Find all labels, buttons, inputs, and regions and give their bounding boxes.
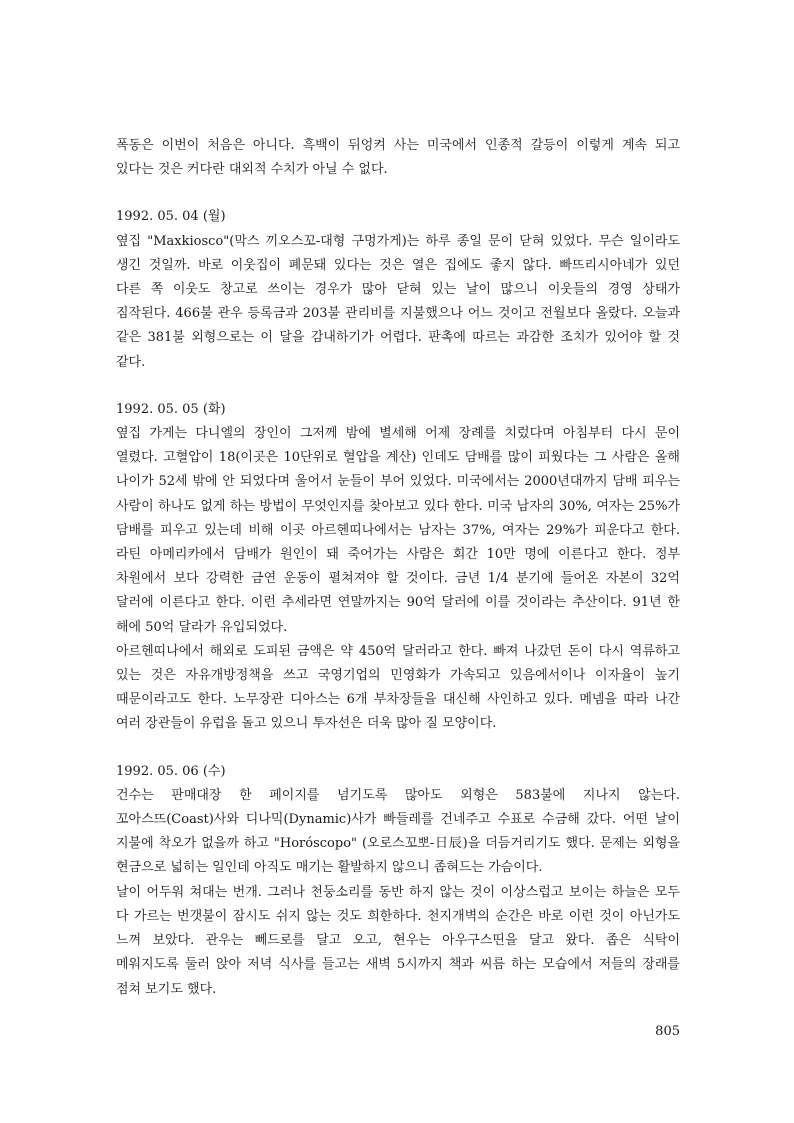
text-line: 나이가 52세 밖에 안 되었다며 울어서 눈들이 부어 있었다. 미국에서는 2000년대까지 담배 피우는 [116,474,680,490]
text-line: 달러에 이른다고 한다. 이런 추세라면 연말까지는 90억 달러에 이를 것이라는 추산이다. 91년 한 [116,595,680,611]
diary-entry-0505 [116,398,680,737]
text-line: 아르헨띠나에서 해외로 도피된 금액은 약 450억 달러라고 한다. 빠져 나갔던 돈이 다시 역류하고 [116,643,680,659]
text-line: 짐작된다. 466불 관우 등록금과 203불 관리비를 지불했으나 어느 것이고 전월보다 올랐다. 오늘과 [116,306,680,322]
text-line: 현금으로 넓히는 일인데 아직도 매기는 활발하지 않으니 좁혀드는 가슴이다. [116,860,543,876]
text-line: 라틴 아메리카에서 담배가 원인이 돼 죽어가는 사람은 회간 10만 명에 이른다고 한다. 정부 [116,547,680,563]
text-line: 해에 50억 달라가 유입되었다. [116,619,288,635]
text-line: 지불에 착오가 없을까 하고 "Horóscopo" (오로스꼬뽀-日辰)을 더듬거리기도 했다. 문제는 외형을 [116,836,680,852]
text-line: 다른 쪽 이웃도 창고로 쓰이는 경우가 많아 닫혀 있는 날이 많으니 이웃들의 경영 상태가 [116,282,680,298]
text-line: 건수는 판매대장 한 페이지를 넘기도록 많아도 외형은 583불에 지나지 않는다. [116,787,680,803]
text-line: 열렸다. 고혈압이 18(이곳은 10단위로 혈압을 계산) 인데도 담배를 많이 피웠다는 그 사람은 올해 [116,450,680,466]
entry-date: 1992. 05. 04 (월) [116,209,226,225]
text-line: 있다는 것은 커다란 대외적 수치가 아닐 수 없다. [116,162,388,178]
text-line: 담배를 피우고 있는데 비해 이곳 아르헨띠나에서는 남자는 37%, 여자는 29%가 피운다고 한다. [116,522,680,538]
text-line: 메워지도록 둘러 앉아 저녁 식사를 들고는 새벽 5시까지 책과 씨름 하는 모습에서 저들의 장래를 [116,957,680,973]
entry-date: 1992. 05. 05 (화) [116,401,226,417]
text-line: 옆집 "Maxkiosco"(막스 끼오스꼬-대형 구멍가게)는 하루 종일 문이 닫혀 있었다. 무슨 일이라도 [116,233,680,249]
text-line: 폭동은 이번이 처음은 아니다. 흑백이 뒤엉켜 사는 미국에서 인종적 갈등이 이렇게 계속 되고 [116,138,680,153]
entry-date: 1992. 05. 06 (수) [116,763,226,779]
diary-entry-0504 [116,205,680,374]
text-line: 생긴 것일까. 바로 이웃집이 폐문돼 있다는 것은 열은 집에도 좋지 않다. 빠뜨리시아네가 있던 [116,257,680,273]
text-line: 다 가르는 번갯불이 잠시도 쉬지 않는 것도 희한하다. 천지개벽의 순간은 바로 이런 것이 아닌가도 [116,908,680,924]
text-line: 사람이 하나도 없게 하는 방법이 무엇인지를 찾아보고 있다 한다. 미국 남자의 30%, 여자는 25%가 [116,498,680,514]
text-line: 여러 장관들이 유럽을 돌고 있으니 투자선은 더욱 많아 질 모양이다. [116,716,497,732]
text-line: 느껴 보았다. 관우는 뻬드로를 달고 오고, 현우는 아우구스띤을 달고 왔다. 좁은 식탁이 [116,933,680,949]
text-line: 날이 어두워 쳐대는 번개. 그러나 천둥소리를 동반 하지 않는 것이 이상스럽고 보이는 하늘은 모두 [116,884,680,900]
text-line: 점쳐 보기도 했다. [116,981,217,997]
text-line: 때문이라고도 한다. 노무장관 디아스는 6개 부차장들을 대신해 사인하고 있다. 메넴을 따라 나간 [116,692,680,708]
text-line: 꼬아스뜨(Coast)사와 디나믹(Dynamic)사가 빠들레를 건네주고 수표로 수금해 갔다. 어떤 날이 [116,812,680,828]
text-line: 차원에서 보다 강력한 금연 운동이 펼쳐져야 할 것이다. 금년 1/4 분기에 들어온 자본이 32억 [116,571,680,587]
text-line: 있는 것은 자유개방정책을 쓰고 국영기업의 민영화가 가속되고 있음에서이나 이자율이 높기 [116,668,680,684]
text-line: 같은 381불 외형으로는 이 달을 감내하기가 어렵다. 판촉에 따르는 과감한 조치가 있어야 할 것 [116,330,680,346]
text-line: 같다. [116,354,146,370]
page-number: 805 [655,1024,680,1039]
intro-paragraph [116,134,680,182]
text-line: 옆집 가게는 다니엘의 장인이 그저께 밤에 별세해 어제 장례를 치렀다며 아침부터 다시 문이 [116,426,680,442]
diary-entry-0506 [116,760,680,1002]
document-body [116,134,680,1025]
